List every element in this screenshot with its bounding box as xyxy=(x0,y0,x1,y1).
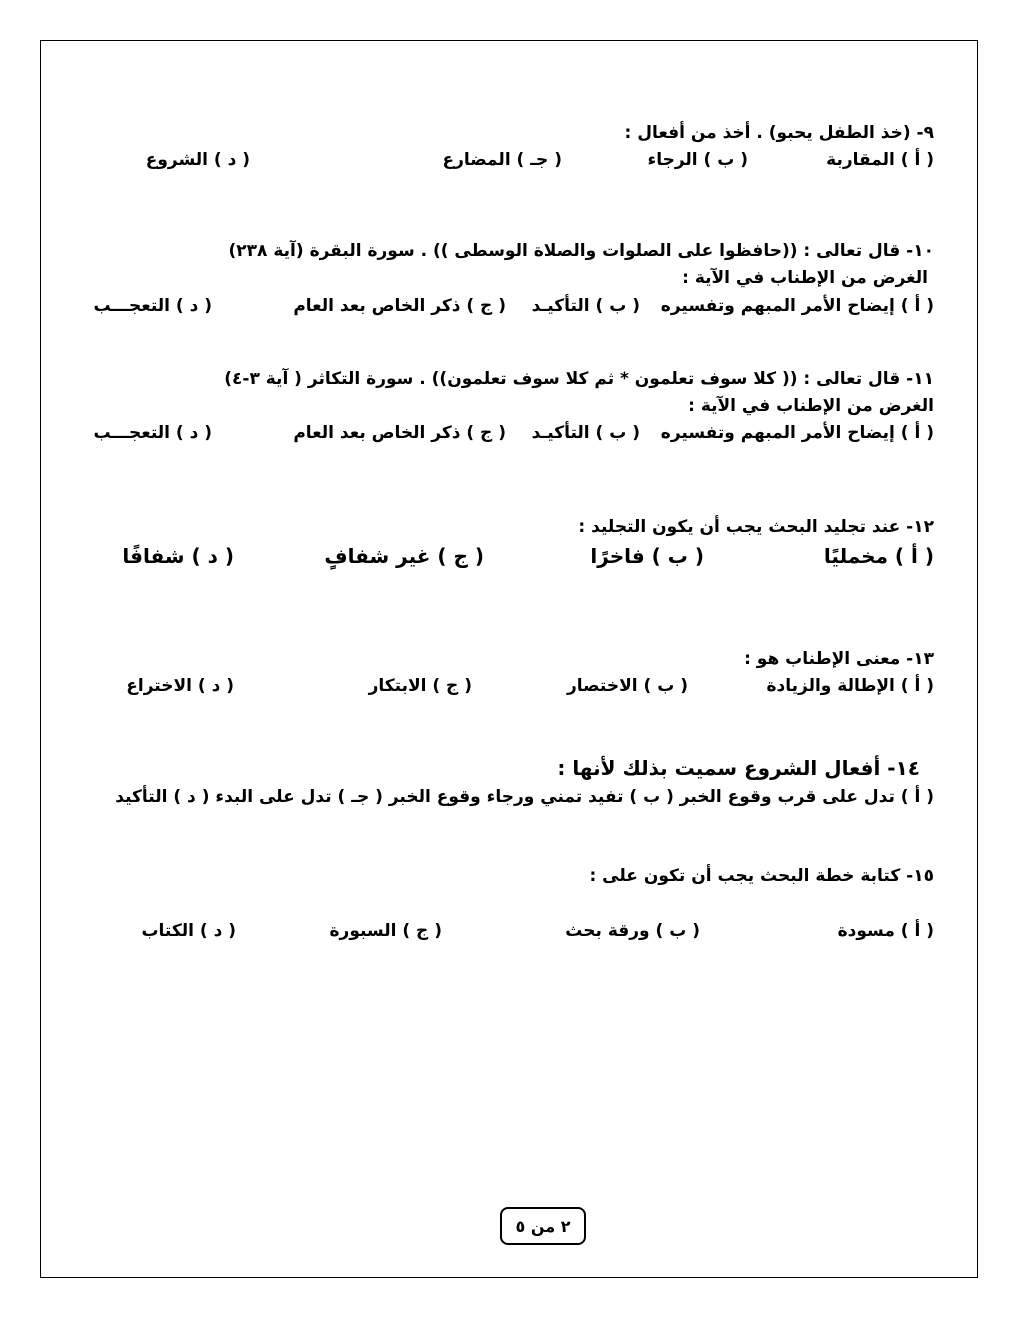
question-11-option-a[interactable]: ( أ ) إيضاح الأمر المبهم وتفسيره xyxy=(660,423,934,443)
question-12-option-d[interactable]: ( د ) شفافًا xyxy=(122,544,234,568)
question-10-prompt: الغرض من الإطناب في الآية : xyxy=(682,268,928,288)
question-12-stem: ١٢- عند تجليد البحث يجب أن يكون التجليد : xyxy=(578,517,934,537)
question-15-option-c[interactable]: ( ج ) السبورة xyxy=(329,921,442,941)
question-9-option-d[interactable]: ( د ) الشروع xyxy=(145,150,250,170)
question-13-option-c[interactable]: ( ج ) الابتكار xyxy=(368,676,472,696)
question-11-option-d[interactable]: ( د ) التعجـــب xyxy=(93,423,212,443)
question-13-option-d[interactable]: ( د ) الاختراع xyxy=(126,676,234,696)
question-11-option-c[interactable]: ( ج ) ذكر الخاص بعد العام xyxy=(293,423,506,443)
question-14-options[interactable]: ( أ ) تدل على قرب وقوع الخبر ( ب ) تفيد تمني ورجاء وقوع الخبر ( جـ ) تدل على البدء ( د ) التأكيد xyxy=(115,787,934,807)
question-11-option-b[interactable]: ( ب ) التأكيـد xyxy=(531,423,640,443)
question-15-stem: ١٥- كتابة خطة البحث يجب أن تكون على : xyxy=(589,866,934,886)
question-10-option-d[interactable]: ( د ) التعجـــب xyxy=(93,296,212,316)
question-12-option-a[interactable]: ( أ ) مخمليًا xyxy=(823,544,934,568)
question-15-option-a[interactable]: ( أ ) مسودة xyxy=(837,921,934,941)
question-13-option-a[interactable]: ( أ ) الإطالة والزيادة xyxy=(766,676,934,696)
question-10-stem: ١٠- قال تعالى : ((حافظوا على الصلوات والصلاة الوسطى )) . سورة البقرة (آية ٢٣٨) xyxy=(228,241,934,261)
question-12-option-b[interactable]: ( ب ) فاخرًا xyxy=(590,544,704,568)
question-11-stem: ١١- قال تعالى : (( كلا سوف تعلمون * ثم كلا سوف تعلمون)) . سورة التكاثر ( آية ٣-٤) xyxy=(224,369,934,389)
question-10-option-b[interactable]: ( ب ) التأكيـد xyxy=(531,296,640,316)
question-13-stem: ١٣- معنى الإطناب هو : xyxy=(744,649,934,669)
question-10-option-a[interactable]: ( أ ) إيضاح الأمر المبهم وتفسيره xyxy=(660,296,934,316)
page-number-box xyxy=(500,1207,586,1245)
page-number: ٢ من ٥ xyxy=(515,1216,571,1236)
question-9-option-a[interactable]: ( أ ) المقاربة xyxy=(826,150,934,170)
question-9-option-c[interactable]: ( جـ ) المضارع xyxy=(442,150,562,170)
question-15-option-d[interactable]: ( د ) الكتاب xyxy=(141,921,236,941)
question-9-option-b[interactable]: ( ب ) الرجاء xyxy=(647,150,748,170)
question-15-option-b[interactable]: ( ب ) ورقة بحث xyxy=(565,921,700,941)
question-13-option-b[interactable]: ( ب ) الاختصار xyxy=(567,676,688,696)
question-12-option-c[interactable]: ( ج ) غير شفافٍ xyxy=(324,544,484,568)
question-14-stem: ١٤- أفعال الشروع سميت بذلك لأنها : xyxy=(557,756,920,780)
question-10-option-c[interactable]: ( ج ) ذكر الخاص بعد العام xyxy=(293,296,506,316)
question-9-stem: ٩- (خذ الطفل يحبو) . أخذ من أفعال : xyxy=(624,123,934,143)
question-11-prompt: الغرض من الإطناب في الآية : xyxy=(688,396,934,416)
